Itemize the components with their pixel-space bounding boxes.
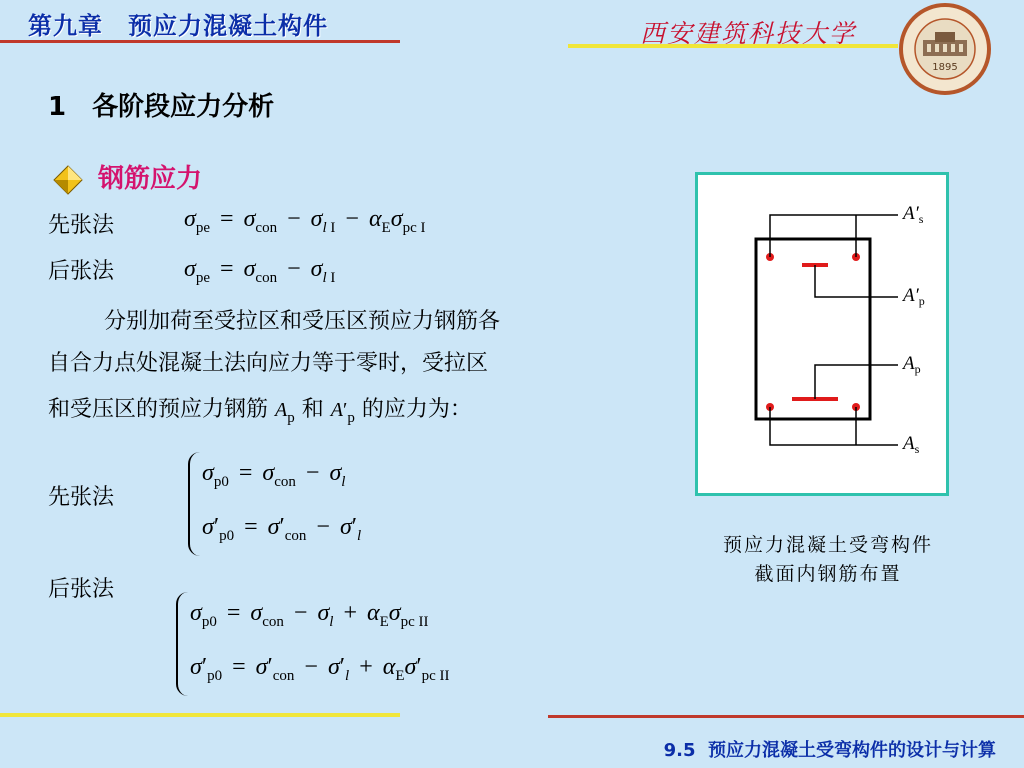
footer-divider-yellow: [0, 713, 400, 717]
figure-caption-line-2: 截面内钢筋布置: [754, 563, 902, 585]
figure-caption: [690, 531, 966, 589]
paragraph-line-2: 自合力点处混凝土法向应力等于零时，受拉区: [48, 351, 489, 376]
chapter-title: 第九章 预应力混凝土构件: [28, 12, 328, 40]
section-figure: [695, 172, 949, 496]
subheading: 钢筋应力: [98, 164, 203, 194]
method-label-posttension: 后张法: [48, 259, 115, 284]
formula-pretension-p0: $\sigma_{p0} = \sigma_{con} - \sigma_l$: [202, 460, 346, 490]
symbol-Ap: $A_p$: [275, 399, 295, 426]
paragraph-line-3-a: 和受压区的预应力钢筋: [48, 397, 269, 422]
footer-section-title: 9.5 预应力混凝土受弯构件的设计与计算: [663, 740, 996, 761]
footer-divider-red: [548, 715, 1024, 718]
university-logo: [893, 2, 997, 96]
paragraph-line-3-c: 的应力为：: [361, 397, 472, 422]
formula-posttension-p0-prime: $\sigma'_{p0} = \sigma'_{con} - \sigma'_l + \alpha_E\sigma'_{pc II}$: [190, 654, 450, 684]
method-label-pretension: 先张法: [48, 213, 115, 238]
formula-pretension-p0-prime: $\sigma'_{p0} = \sigma'_{con} - \sigma'_l$: [202, 514, 362, 544]
logo-year: 1895: [932, 62, 958, 73]
paragraph-line-1: 分别加荷至受拉区和受压区预应力钢筋各: [104, 309, 501, 334]
paragraph-line-3-b: 和: [301, 397, 324, 422]
formula-posttension-p0: $\sigma_{p0} = \sigma_{con} - \sigma_l + \alpha_E\sigma_{pc II}$: [190, 600, 429, 630]
label-Ap: $A_p$: [903, 353, 921, 376]
figure-caption-line-1: 预应力混凝土受弯构件: [722, 534, 933, 556]
method-label-posttension-2: 后张法: [48, 577, 115, 602]
university-name: 西安建筑科技大学: [640, 19, 857, 48]
label-Ap-prime: $A'_p$: [903, 285, 925, 308]
paragraph-line-3: [48, 392, 472, 426]
formula-posttension-pe: $\sigma_{pe} = \sigma_{con} - \sigma_{l I}$: [184, 256, 336, 286]
section-heading: 1 各阶段应力分析: [48, 92, 275, 122]
symbol-Ap-prime: $A'_p$: [330, 399, 355, 426]
label-As-prime: $A'_s$: [903, 203, 924, 226]
formula-pretension-pe: $\sigma_{pe} = \sigma_{con} - \sigma_{l I} - \alpha_E\sigma_{pc I}$: [184, 206, 426, 236]
header-divider-left: [0, 40, 400, 43]
method-label-pretension-2: 先张法: [48, 485, 115, 510]
label-As: $A_s$: [903, 433, 920, 456]
diamond-bullet-icon: [52, 164, 84, 196]
